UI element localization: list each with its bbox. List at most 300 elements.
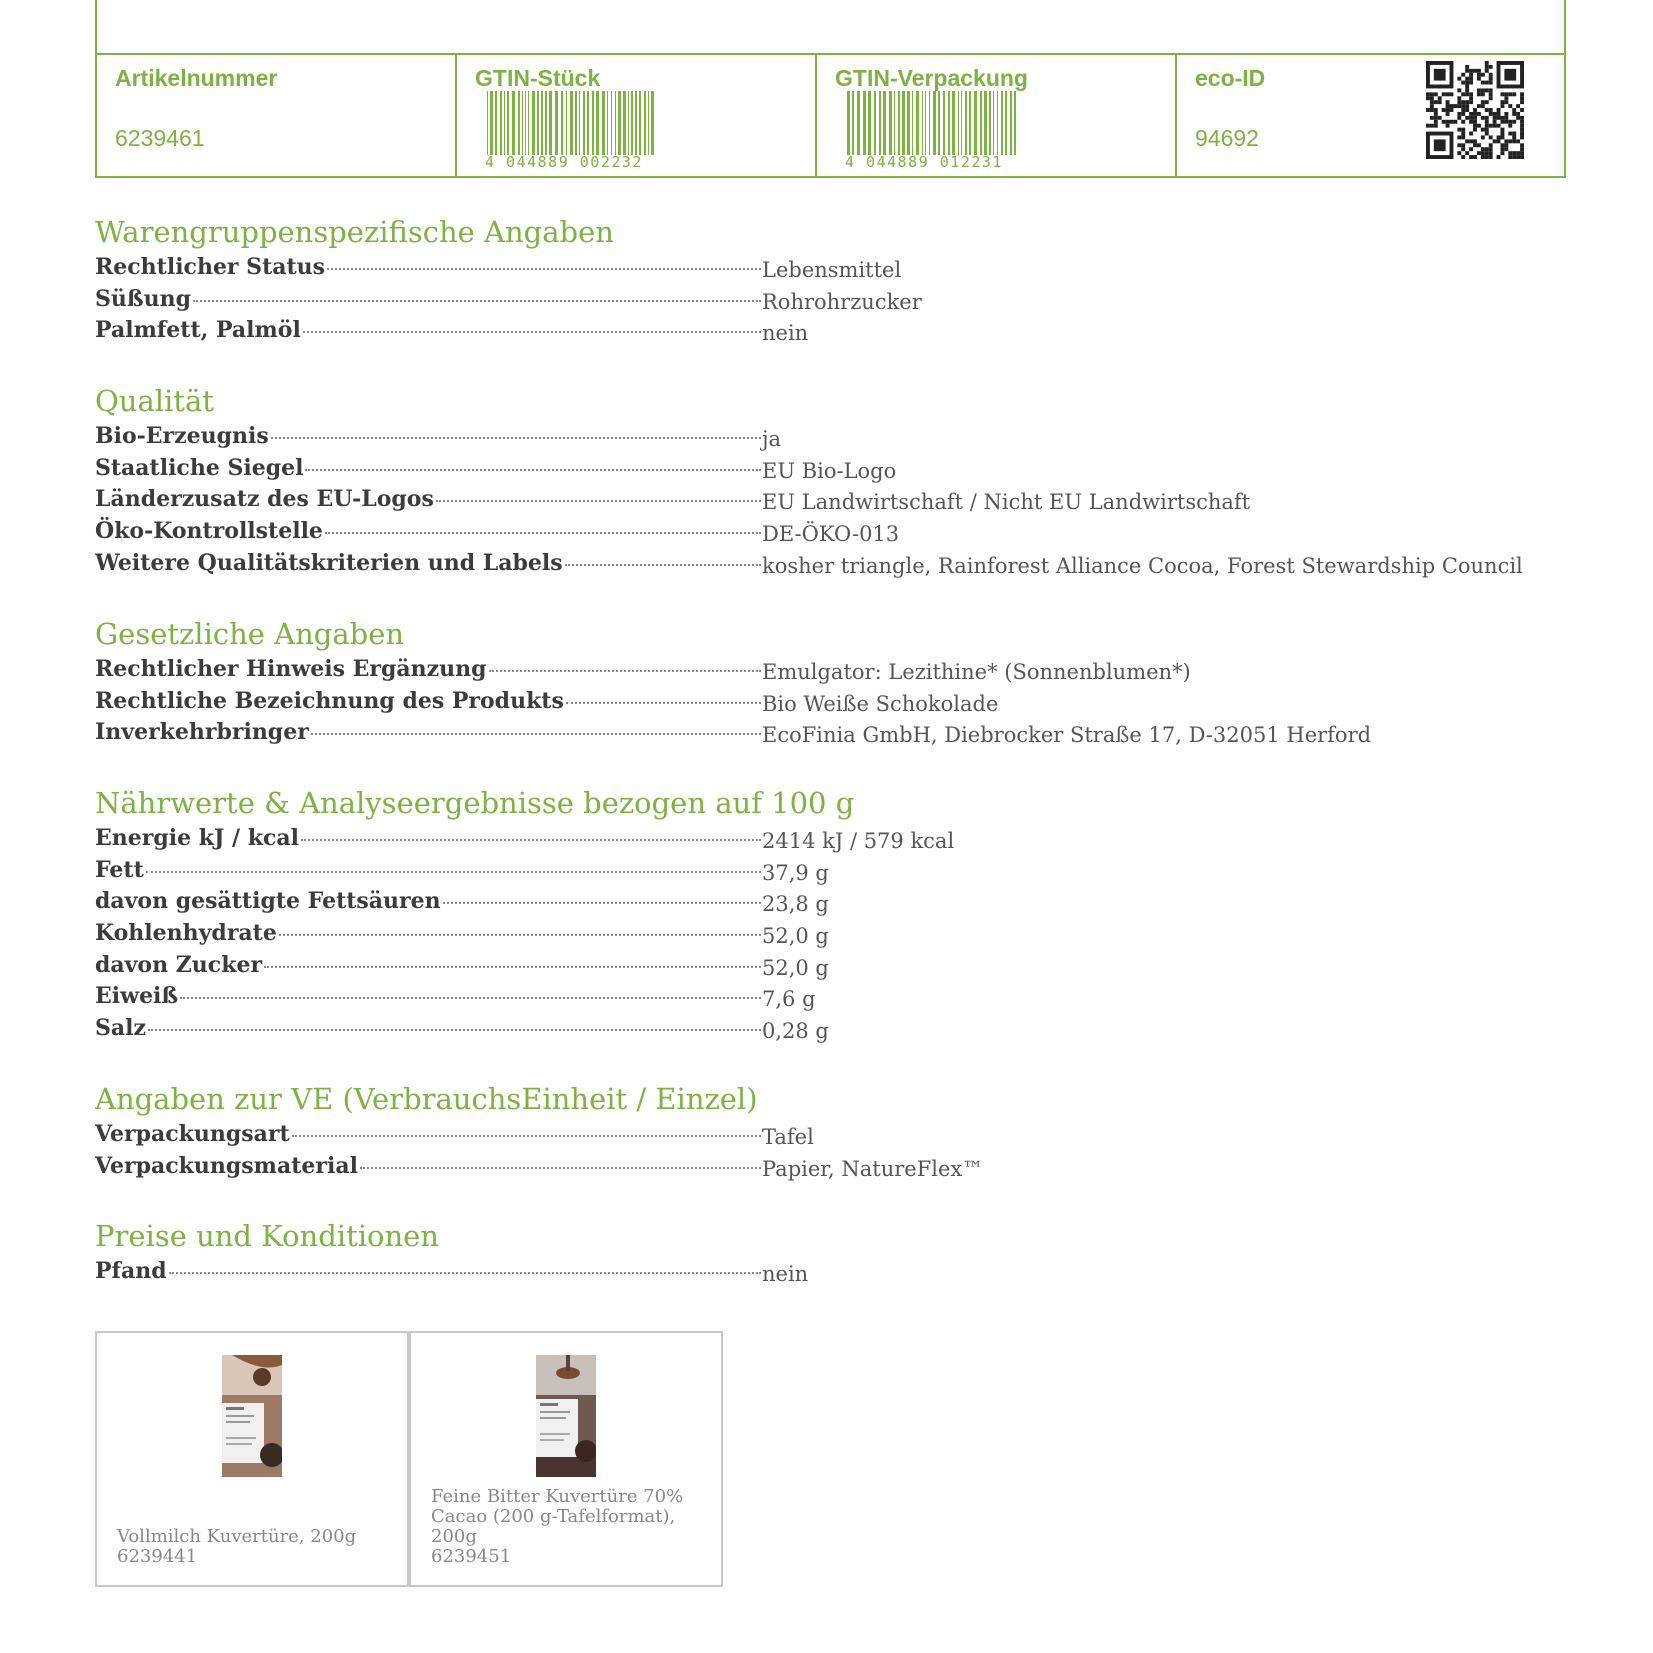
- qr-module: [1457, 116, 1461, 120]
- barcode-bar: [889, 91, 892, 155]
- qr-module: [1489, 151, 1493, 155]
- row-label: Rechtlicher Hinweis Ergänzung: [95, 656, 487, 682]
- qr-module: [1469, 81, 1473, 85]
- barcode-bar: [943, 91, 945, 155]
- qr-module: [1512, 135, 1516, 139]
- barcode-bar: [566, 91, 567, 155]
- barcode-bar: [504, 91, 505, 155]
- qr-module: [1461, 132, 1465, 136]
- qr-module: [1430, 116, 1434, 120]
- data-row: [95, 1013, 1555, 1045]
- qr-module: [1512, 139, 1516, 143]
- qr-module: [1485, 132, 1489, 136]
- section-title: Qualität: [95, 384, 214, 418]
- qr-module: [1473, 143, 1477, 147]
- row-label: Salz: [95, 1015, 146, 1042]
- barcode-bar: [852, 91, 854, 155]
- gtin-stueck-label: GTIN-Stück: [475, 65, 601, 91]
- row-label: Pfand: [95, 1258, 167, 1284]
- qr-module: [1485, 147, 1489, 151]
- row-value: EcoFinia GmbH, Diebrocker Straße 17, D-32051 Herford: [762, 723, 1372, 748]
- qr-module: [1508, 124, 1512, 128]
- data-row: [95, 1151, 1555, 1183]
- artikelnummer-label: Artikelnummer: [115, 65, 278, 91]
- row-value: nein: [762, 321, 809, 346]
- qr-module: [1500, 104, 1504, 108]
- qr-module: [1489, 88, 1493, 92]
- qr-module: [1500, 120, 1504, 124]
- barcode-bar: [495, 91, 497, 155]
- qr-module: [1473, 116, 1477, 120]
- barcode-bar: [518, 91, 520, 155]
- qr-module: [1497, 139, 1501, 143]
- qr-module: [1461, 100, 1465, 104]
- qr-module: [1489, 124, 1493, 128]
- qr-module: [1461, 108, 1465, 112]
- data-row: [95, 686, 1555, 718]
- qr-module: [1504, 139, 1508, 143]
- qr-module: [1457, 128, 1461, 132]
- qr-module: [1512, 151, 1516, 155]
- qr-module: [1473, 128, 1477, 132]
- qr-module: [1430, 96, 1434, 100]
- qr-module: [1508, 132, 1512, 136]
- qr-module: [1520, 128, 1524, 132]
- related-product-card[interactable]: [95, 1331, 409, 1587]
- section-gesetzlich: [95, 614, 1555, 749]
- qr-module: [1469, 112, 1473, 116]
- row-label: Palmfett, Palmöl: [95, 317, 301, 344]
- qr-module: [1477, 77, 1481, 81]
- barcode-bar: [902, 91, 905, 155]
- row-label: Kohlenhydrate: [95, 920, 277, 947]
- data-row: [95, 886, 1555, 918]
- barcode-bar: [618, 91, 621, 155]
- qr-module: [1473, 69, 1477, 73]
- qr-module: [1430, 108, 1434, 112]
- barcode-bar: [965, 91, 967, 155]
- qr-module: [1504, 100, 1508, 104]
- qr-module: [1481, 116, 1485, 120]
- qr-module: [1500, 132, 1504, 136]
- qr-module: [1438, 100, 1442, 104]
- qr-module: [1520, 135, 1524, 139]
- qr-module: [1446, 124, 1450, 128]
- barcode-bar: [644, 91, 646, 155]
- qr-module: [1430, 100, 1434, 104]
- qr-module: [1485, 100, 1489, 104]
- barcode-bar: [929, 91, 930, 155]
- qr-module: [1520, 147, 1524, 151]
- row-value: EU Landwirtschaft / Nicht EU Landwirtschaft: [762, 490, 1251, 515]
- barcode-bar: [532, 91, 535, 155]
- qr-module: [1469, 92, 1473, 96]
- barcode-bar: [615, 91, 616, 155]
- qr-module: [1516, 112, 1520, 116]
- gtin-verpackung-cell: [817, 55, 1177, 176]
- barcode-bar: [879, 91, 881, 155]
- qr-module: [1430, 92, 1434, 96]
- qr-module: [1489, 143, 1493, 147]
- qr-module: [1477, 88, 1481, 92]
- qr-module: [1504, 116, 1508, 120]
- qr-module: [1465, 108, 1469, 112]
- barcode-bar: [631, 91, 633, 155]
- row-value: 52,0 g: [762, 955, 829, 980]
- qr-module: [1457, 96, 1461, 100]
- qr-module: [1469, 69, 1473, 73]
- qr-module: [1516, 155, 1520, 159]
- artikelnummer-value: 6239461: [115, 125, 205, 151]
- barcode-bar: [611, 91, 612, 155]
- data-row: [95, 516, 1555, 548]
- qr-module: [1473, 108, 1477, 112]
- barcode-bar: [847, 91, 850, 155]
- qr-module: [1489, 92, 1493, 96]
- qr-module: [1485, 128, 1489, 132]
- qr-module: [1430, 124, 1434, 128]
- related-product-name: Vollmilch Kuvertüre, 200g: [117, 1526, 357, 1547]
- gtin-verpackung-label: GTIN-Verpackung: [835, 65, 1028, 91]
- data-row: [95, 823, 1555, 855]
- barcode-bar: [961, 91, 962, 155]
- qr-module: [1465, 116, 1469, 120]
- row-label: davon gesättigte Fettsäuren: [95, 888, 441, 915]
- barcode-bar: [948, 91, 950, 155]
- barcode-bar: [857, 91, 860, 155]
- row-value: Emulgator: Lezithine* (Sonnenblumen*): [762, 660, 1191, 684]
- qr-module: [1489, 112, 1493, 116]
- qr-module: [1465, 100, 1469, 104]
- barcode-bar: [555, 91, 558, 155]
- row-value: DE-ÖKO-013: [762, 522, 900, 547]
- qr-module: [1485, 61, 1489, 65]
- qr-module: [1446, 108, 1450, 112]
- qr-module: [1489, 155, 1493, 159]
- row-label: Energie kJ / kcal: [95, 825, 300, 851]
- qr-module: [1461, 147, 1465, 151]
- barcode-bar: [607, 91, 608, 155]
- qr-module: [1442, 92, 1446, 96]
- qr-module: [1508, 104, 1512, 108]
- data-row: [95, 284, 1555, 316]
- barcode-bar: [922, 91, 923, 155]
- artikelnummer-cell: [97, 55, 457, 176]
- related-product-number: 6239441: [117, 1546, 198, 1567]
- product-image: [222, 1355, 282, 1477]
- qr-module: [1500, 100, 1504, 104]
- row-label: Inverkehrbringer: [95, 719, 309, 746]
- qr-module: [1520, 143, 1524, 147]
- qr-module: [1481, 73, 1485, 77]
- qr-finder: [1434, 69, 1446, 81]
- qr-module: [1512, 108, 1516, 112]
- qr-module: [1477, 124, 1481, 128]
- qr-module: [1473, 112, 1477, 116]
- qr-module: [1520, 151, 1524, 155]
- row-label: Verpackungsmaterial: [95, 1152, 358, 1179]
- qr-module: [1481, 92, 1485, 96]
- section-ve: [95, 1079, 1555, 1182]
- qr-module: [1461, 135, 1465, 139]
- qr-module: [1469, 100, 1473, 104]
- qr-module: [1469, 132, 1473, 136]
- qr-module: [1426, 92, 1430, 96]
- qr-module: [1497, 116, 1501, 120]
- product-image: [536, 1355, 596, 1477]
- row-label: Eiweiß: [95, 983, 179, 1010]
- data-row: [95, 1119, 1555, 1151]
- qr-module: [1434, 112, 1438, 116]
- related-product-text: [117, 1527, 395, 1567]
- qr-module: [1508, 120, 1512, 124]
- barcode-bar: [490, 91, 493, 155]
- qr-module: [1465, 85, 1469, 89]
- barcode-bar: [512, 91, 515, 155]
- qr-module: [1465, 151, 1469, 155]
- qr-module: [1485, 155, 1489, 159]
- qr-module: [1493, 120, 1497, 124]
- row-label: Rechtlicher Status: [95, 254, 326, 280]
- barcode-bar: [507, 91, 509, 155]
- qr-module: [1504, 120, 1508, 124]
- gtin-stueck-barcode: [485, 91, 665, 155]
- row-value: ja: [762, 427, 782, 451]
- qr-module: [1516, 104, 1520, 108]
- barcode-bar: [989, 91, 991, 155]
- barcode-bar: [883, 91, 886, 155]
- barcode-bar: [907, 91, 910, 155]
- barcode-bar: [528, 91, 529, 155]
- row-value: 7,6 g: [762, 987, 816, 1012]
- barcode-bar: [525, 91, 526, 155]
- barcode-bar: [487, 91, 488, 155]
- row-value: 0,28 g: [762, 1019, 829, 1044]
- gtin-stueck-digits: 4 044889 002232: [485, 153, 643, 171]
- qr-module: [1477, 112, 1481, 116]
- qr-module: [1512, 120, 1516, 124]
- qr-module: [1489, 96, 1493, 100]
- qr-module: [1493, 112, 1497, 116]
- qr-module: [1446, 100, 1450, 104]
- barcode-bar: [1014, 91, 1016, 155]
- qr-module: [1473, 120, 1477, 124]
- qr-module: [1520, 116, 1524, 120]
- qr-module: [1469, 96, 1473, 100]
- qr-module: [1461, 155, 1465, 159]
- qr-module: [1434, 116, 1438, 120]
- qr-module: [1446, 104, 1450, 108]
- qr-module: [1516, 116, 1520, 120]
- row-value: Papier, NatureFlex™: [762, 1156, 984, 1181]
- qr-module: [1457, 151, 1461, 155]
- row-value: 37,9 g: [762, 860, 829, 885]
- eco-id-label: eco-ID: [1195, 65, 1266, 91]
- data-row: [95, 950, 1555, 982]
- qr-module: [1508, 139, 1512, 143]
- qr-module: [1465, 88, 1469, 92]
- qr-module: [1508, 92, 1512, 96]
- barcode-bar: [1010, 91, 1012, 155]
- barcode-bar: [602, 91, 605, 155]
- related-product-card[interactable]: [409, 1331, 723, 1587]
- qr-module: [1512, 132, 1516, 136]
- barcode-bar: [651, 91, 654, 155]
- qr-module: [1512, 155, 1516, 159]
- qr-module: [1453, 120, 1457, 124]
- barcode-bar: [980, 91, 982, 155]
- qr-module: [1520, 100, 1524, 104]
- barcode-bar: [993, 91, 994, 155]
- section-title: Preise und Konditionen: [95, 1219, 439, 1253]
- qr-module: [1500, 147, 1504, 151]
- barcode-bar: [1001, 91, 1003, 155]
- qr-module: [1485, 124, 1489, 128]
- row-label: Staatliche Siegel: [95, 454, 304, 481]
- barcode-bar: [912, 91, 913, 155]
- barcode-bar: [561, 91, 563, 155]
- qr-module: [1469, 77, 1473, 81]
- qr-module: [1481, 147, 1485, 151]
- qr-module: [1461, 112, 1465, 116]
- qr-module: [1465, 139, 1469, 143]
- qr-module: [1481, 151, 1485, 155]
- qr-module: [1504, 92, 1508, 96]
- eco-id-cell: [1177, 55, 1564, 176]
- data-row: [95, 654, 1555, 686]
- qr-module: [1426, 96, 1430, 100]
- qr-module: [1489, 73, 1493, 77]
- qr-module: [1465, 69, 1469, 73]
- qr-module: [1508, 155, 1512, 159]
- barcode-bar: [952, 91, 955, 155]
- qr-module: [1481, 88, 1485, 92]
- section-naehrwerte: [95, 783, 1555, 1045]
- data-row: [95, 918, 1555, 950]
- barcode-bar: [868, 91, 871, 155]
- qr-module: [1426, 108, 1430, 112]
- row-value: kosher triangle, Rainforest Alliance Cocoa, Forest Stewardship Council: [762, 553, 1523, 578]
- qr-module: [1485, 81, 1489, 85]
- qr-module: [1461, 104, 1465, 108]
- qr-module: [1446, 92, 1450, 96]
- qr-module: [1489, 135, 1493, 139]
- header-top-band: [97, 0, 1564, 55]
- barcode-bar: [579, 91, 580, 155]
- row-value: 2414 kJ / 579 kcal: [762, 829, 955, 853]
- row-label: Fett: [95, 856, 144, 883]
- qr-module: [1457, 104, 1461, 108]
- qr-module: [1477, 104, 1481, 108]
- qr-module: [1477, 69, 1481, 73]
- qr-module: [1477, 151, 1481, 155]
- qr-module: [1520, 92, 1524, 96]
- qr-module: [1461, 128, 1465, 132]
- qr-module: [1450, 108, 1454, 112]
- barcode-bar: [570, 91, 573, 155]
- row-label: Öko-Kontrollstelle: [95, 518, 323, 545]
- barcode-bar: [874, 91, 876, 155]
- qr-module: [1461, 92, 1465, 96]
- qr-module: [1493, 139, 1497, 143]
- qr-module: [1481, 128, 1485, 132]
- qr-module: [1434, 124, 1438, 128]
- row-value: Tafel: [762, 1125, 814, 1149]
- row-label: davon Zucker: [95, 951, 263, 978]
- barcode-bar: [863, 91, 866, 155]
- qr-module: [1481, 100, 1485, 104]
- qr-module: [1489, 65, 1493, 69]
- qr-module: [1450, 92, 1454, 96]
- qr-module: [1500, 116, 1504, 120]
- qr-code-icon: [1426, 61, 1524, 159]
- qr-module: [1465, 77, 1469, 81]
- qr-module: [1477, 143, 1481, 147]
- qr-module: [1457, 77, 1461, 81]
- qr-module: [1489, 108, 1493, 112]
- qr-module: [1438, 96, 1442, 100]
- qr-module: [1520, 108, 1524, 112]
- data-row: [95, 484, 1555, 516]
- barcode-bar: [549, 91, 552, 155]
- qr-module: [1485, 108, 1489, 112]
- qr-module: [1497, 135, 1501, 139]
- qr-module: [1434, 120, 1438, 124]
- qr-module: [1485, 116, 1489, 120]
- row-value: Rohrohrzucker: [762, 289, 922, 314]
- qr-module: [1520, 132, 1524, 136]
- barcode-bar: [958, 91, 959, 155]
- barcode-bar: [916, 91, 919, 155]
- section-title: Warengruppenspezifische Angaben: [95, 215, 614, 249]
- barcode-bar: [639, 91, 641, 155]
- barcode-bar: [522, 91, 523, 155]
- row-value: Lebensmittel: [762, 258, 902, 282]
- barcode-bar: [938, 91, 940, 155]
- qr-module: [1430, 104, 1434, 108]
- qr-module: [1504, 96, 1508, 100]
- row-label: Verpackungsart: [95, 1121, 290, 1147]
- qr-module: [1438, 116, 1442, 120]
- barcode-bar: [596, 91, 599, 155]
- data-row: [95, 981, 1555, 1013]
- qr-module: [1493, 124, 1497, 128]
- qr-module: [1485, 88, 1489, 92]
- qr-module: [1446, 120, 1450, 124]
- barcode-bar: [969, 91, 971, 155]
- qr-module: [1473, 124, 1477, 128]
- qr-finder: [1504, 69, 1516, 81]
- qr-module: [1457, 112, 1461, 116]
- qr-module: [1461, 120, 1465, 124]
- qr-module: [1500, 143, 1504, 147]
- data-row: [95, 421, 1555, 453]
- product-id-table: [95, 0, 1566, 178]
- qr-module: [1485, 69, 1489, 73]
- data-row: [95, 717, 1555, 749]
- qr-module: [1500, 151, 1504, 155]
- qr-module: [1485, 151, 1489, 155]
- qr-module: [1465, 92, 1469, 96]
- qr-module: [1461, 143, 1465, 147]
- barcode-bar: [541, 91, 543, 155]
- qr-module: [1493, 116, 1497, 120]
- gtin-stueck-cell: [457, 55, 817, 176]
- qr-module: [1465, 81, 1469, 85]
- qr-module: [1512, 112, 1516, 116]
- qr-module: [1520, 120, 1524, 124]
- qr-module: [1489, 81, 1493, 85]
